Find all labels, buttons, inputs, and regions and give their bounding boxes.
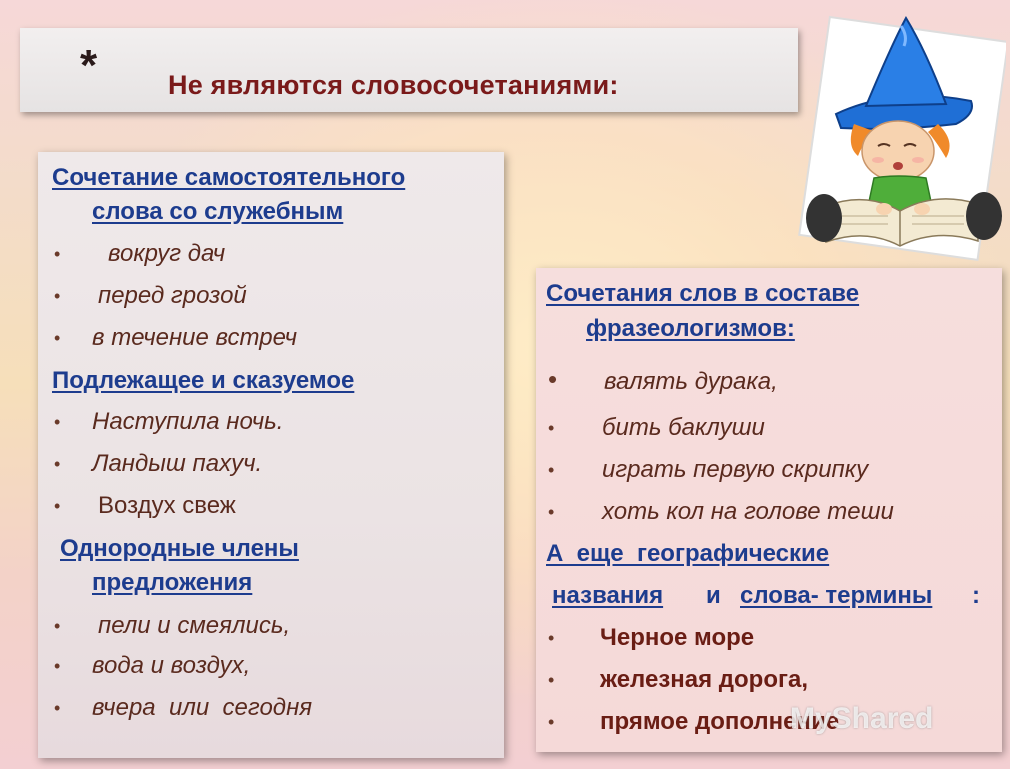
page-title: Не являются словосочетаниями: [168,70,619,100]
right-heading-1-line1: Сочетания слов в составе [546,280,860,307]
right-heading-2-names: названия [552,582,664,609]
list-item: Воздух свеж [98,492,236,519]
bullet-icon: • [548,670,555,690]
right-heading-2-colon: : [972,582,980,609]
right-heading-2-line1: А еще географические [546,540,830,567]
bullet-icon: • [54,244,61,264]
list-item: валять дурака, [604,368,778,395]
bullet-icon: • [54,286,61,306]
list-item: играть первую скрипку [602,456,869,483]
bullet-icon: • [548,712,555,732]
bullet-icon: • [54,412,61,432]
list-item: пели и смеялись, [98,612,291,639]
left-heading-1-line2: слова со служебным [92,198,344,225]
bullet-icon: • [548,628,555,648]
left-heading-1-line1: Сочетание самостоятельного [52,164,406,191]
list-item: вокруг дач [108,240,226,267]
bullet-icon: • [54,496,61,516]
list-item: прямое дополнение [600,708,840,735]
bullet-icon: • [548,418,555,438]
list-item: Черное море [600,624,755,651]
asterisk-icon: * [80,41,98,90]
left-heading-3-line1: Однородные члены [60,535,299,562]
bullet-icon: • [54,656,61,676]
title-bar [20,28,798,112]
list-item: Ландыш пахуч. [92,450,263,477]
list-item: в течение встреч [92,324,298,351]
bullet-icon: • [548,364,558,394]
bullet-icon: • [548,460,555,480]
right-heading-1-line2: фразеологизмов: [586,315,795,342]
left-heading-2: Подлежащее и сказуемое [52,367,355,394]
bullet-icon: • [54,616,61,636]
bullet-icon: • [54,698,61,718]
list-item: перед грозой [98,282,247,309]
bullet-icon: • [54,454,61,474]
bullet-icon: • [54,328,61,348]
list-item: железная дорога, [600,666,808,693]
list-item: вода и воздух, [92,652,251,679]
right-heading-2-and: и [706,582,721,609]
list-item: бить баклуши [602,414,765,441]
list-item: вчера или сегодня [92,694,313,721]
bullet-icon: • [548,502,555,522]
left-heading-3-line2: предложения [92,569,253,596]
list-item: хоть кол на голове теши [602,498,894,525]
right-heading-2-terms: слова- термины [740,582,933,609]
watermark-logo: MyShared [790,702,934,735]
boy-reading-illustration [796,6,1006,268]
list-item: Наступила ночь. [92,408,284,435]
